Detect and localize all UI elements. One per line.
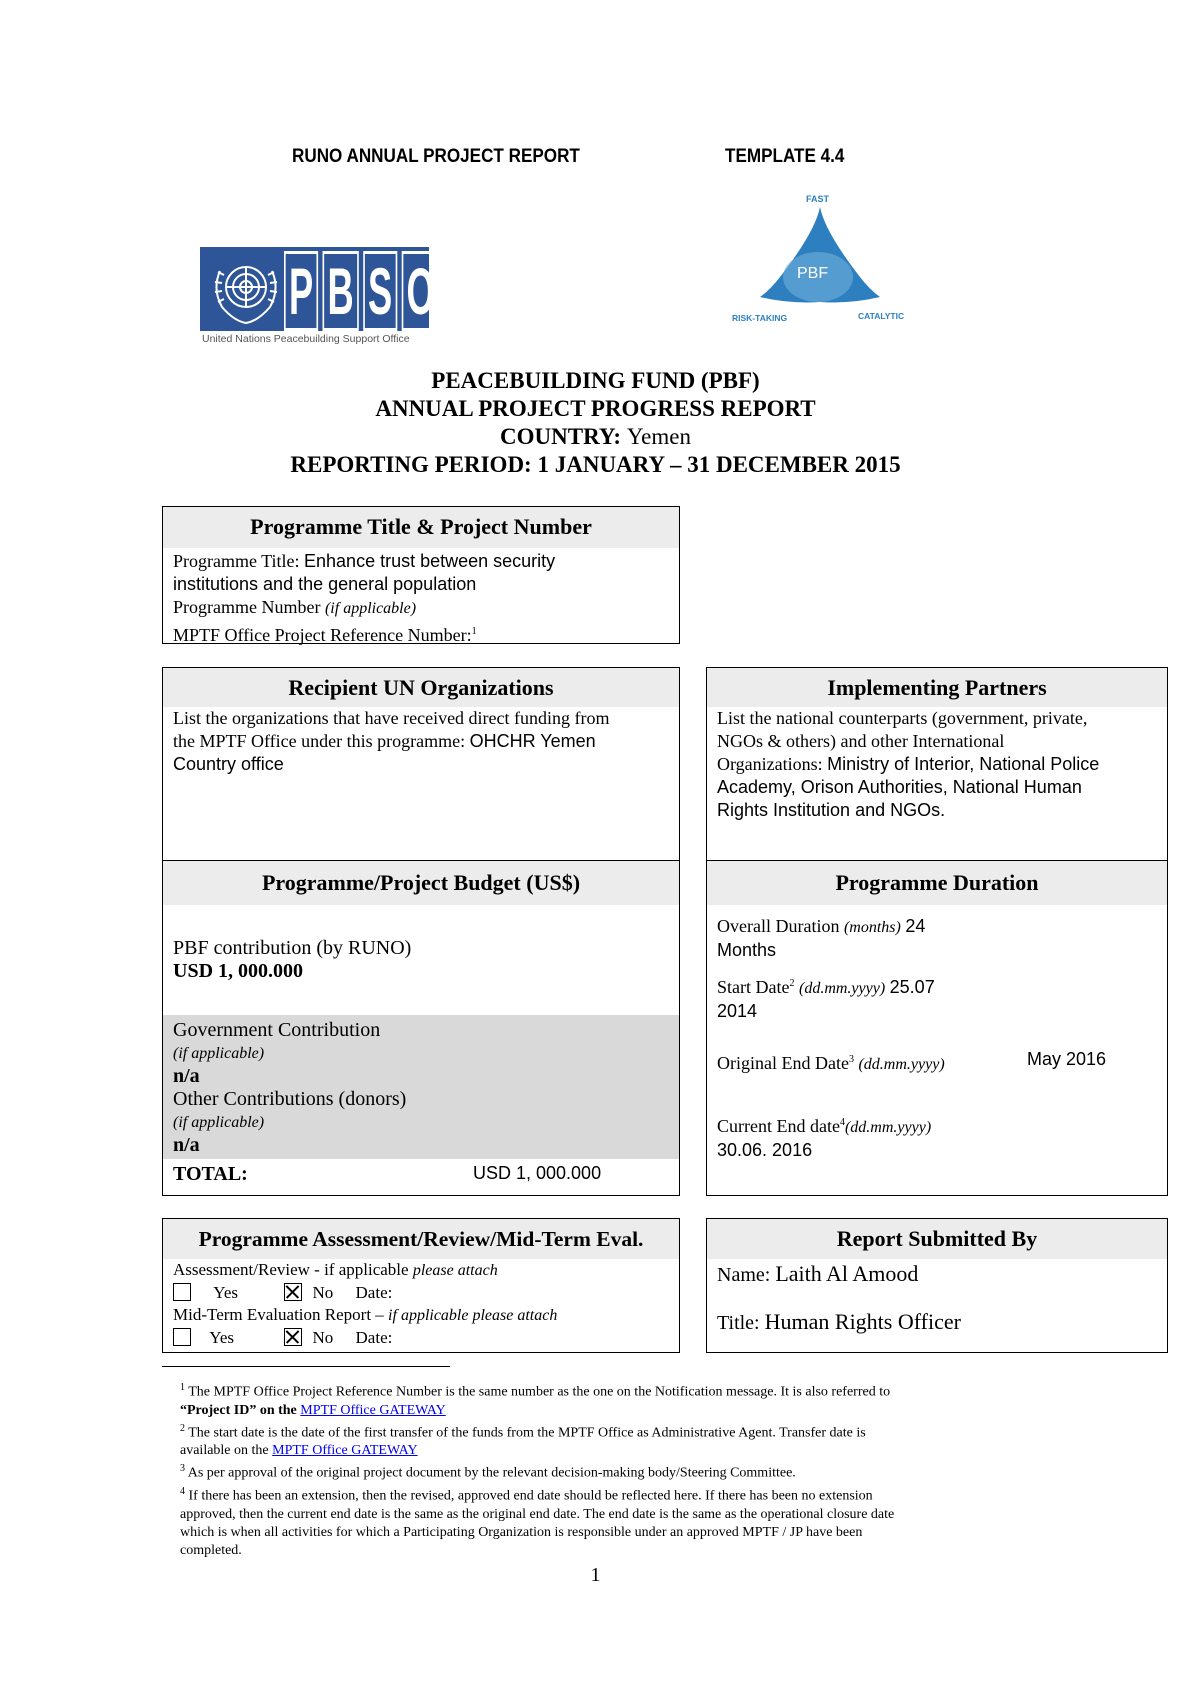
pbf-logo-center: PBF (797, 265, 829, 282)
current-end-row (717, 1111, 1157, 1139)
title-country (0, 424, 1191, 450)
footnote-4 (180, 1483, 1170, 1506)
footnote-1-cont (180, 1402, 1170, 1420)
no-label: No (312, 1328, 334, 1347)
submitter-name-label: Name: (717, 1264, 771, 1286)
recipient-row (173, 730, 669, 753)
mptf-ref-row (173, 620, 669, 647)
partners-box (706, 667, 1168, 861)
footnote-1 (180, 1379, 1170, 1402)
midterm-row (173, 1304, 669, 1327)
gov-contribution-value: n/a (173, 1065, 200, 1087)
footnote-4-line3: which is when all activities for which a Participating Organization is responsible under an approved MPTF / JP have been (180, 1524, 863, 1540)
country-label: COUNTRY: (500, 424, 622, 449)
partners-value-2: Academy, Orison Authorities, National Human (717, 777, 1082, 797)
title-fund: PEACEBUILDING FUND (PBF) (431, 368, 760, 393)
footnote-text: “Project ID” on the (180, 1402, 297, 1418)
pbf-logo-left: RISK-TAKING (732, 313, 788, 323)
current-end-value: 30.06. 2016 (717, 1140, 813, 1160)
footnote-text: The MPTF Office Project Reference Number is the same number as the one on the Notification message. It is also referred to (188, 1384, 891, 1400)
footnote-text: The start date is the date of the first transfer of the funds from the MPTF Office as Administrative Agent. Transfer date is (188, 1425, 866, 1441)
other-contribution-label: Other Contributions (donors) (173, 1088, 407, 1110)
footnote-separator (162, 1366, 450, 1367)
review-label: Assessment/Review - if applicable (173, 1260, 409, 1279)
mptf-gateway-link[interactable]: MPTF Office GATEWAY (272, 1443, 418, 1459)
page-number: 1 (590, 1564, 601, 1586)
programme-number-label: Programme Number (173, 597, 321, 617)
partners-text-1: List the national counterparts (government, private, (717, 708, 1088, 728)
submitted-box (706, 1218, 1168, 1353)
submitter-title-row (717, 1309, 1157, 1335)
un-emblem-icon (206, 249, 286, 329)
review-options (173, 1282, 669, 1304)
midterm-label: Mid-Term Evaluation Report – (173, 1305, 384, 1324)
other-contribution-note: (if applicable) (173, 1114, 265, 1131)
partners-value-3: Rights Institution and NGOs. (717, 800, 946, 820)
partners-heading: Implementing Partners (707, 668, 1167, 707)
mptf-ref-label: MPTF Office Project Reference Number: (173, 625, 472, 645)
programme-title-value-2: institutions and the general population (173, 574, 477, 594)
yes-label: Yes (209, 1328, 234, 1347)
title-report: ANNUAL PROJECT PROGRESS REPORT (375, 396, 816, 421)
review-row (173, 1259, 669, 1282)
original-end-value: May 2016 (1027, 1049, 1107, 1069)
overall-duration-label: Overall Duration (717, 916, 840, 936)
footnote-text: available on the (180, 1443, 269, 1459)
submitter-title-label: Title: (717, 1312, 760, 1334)
pbf-logo-right: CATALYTIC (858, 311, 905, 321)
overall-duration-row (717, 915, 1157, 939)
recipient-value-2: Country office (173, 754, 284, 774)
overall-duration-unit: Months (717, 940, 777, 960)
duration-heading: Programme Duration (707, 861, 1167, 905)
gov-contribution-note: (if applicable) (173, 1045, 265, 1062)
footnote-number: 2 (180, 1422, 185, 1434)
footnote-text: If there has been an extension, then the revised, approved end date should be reflected here. If there has been no extension (188, 1488, 873, 1504)
current-end-note: (dd.mm.yyyy) (844, 1119, 932, 1136)
submitter-name-row (717, 1261, 1157, 1287)
current-end-label: Current End date (717, 1116, 840, 1136)
partners-value: Ministry of Interior, National Police (827, 754, 1100, 774)
partners-text-2: NGOs & others) and other International (717, 731, 1005, 751)
footnote-number: 1 (180, 1382, 185, 1393)
footnote-number: 3 (180, 1463, 185, 1475)
assessment-heading: Programme Assessment/Review/Mid-Term Eval. (163, 1219, 679, 1259)
start-date-label: Start Date (717, 977, 790, 997)
original-end-row (717, 1048, 1157, 1076)
recipient-text-1: List the organizations that have received direct funding from (173, 708, 610, 728)
footnote-ref: 3 (848, 1054, 854, 1065)
assessment-box (162, 1218, 680, 1353)
pbso-logo (200, 247, 435, 331)
start-date-note: (dd.mm.yyyy) (798, 980, 886, 997)
footnote-4-line2: approved, then the current end date is the same as the original end date. The end date is the same as the operational closure date (180, 1506, 895, 1522)
midterm-options (173, 1327, 669, 1349)
other-contribution-value: n/a (173, 1134, 200, 1156)
footnote-number: 4 (180, 1485, 185, 1497)
partners-text-3: Organizations: (717, 754, 823, 774)
programme-title-row (173, 550, 669, 573)
pbso-letter: O (402, 251, 440, 331)
pbf-contribution-label: PBF contribution (by RUNO) (173, 937, 412, 959)
programme-title-box (162, 506, 680, 644)
footnote-2-cont (180, 1442, 1170, 1460)
programme-title-heading: Programme Title & Project Number (163, 507, 679, 548)
footnote-4-line4: completed. (180, 1542, 242, 1558)
footnote-3 (180, 1460, 1170, 1483)
pbso-letter: B (323, 251, 359, 331)
footnotes (180, 1379, 1170, 1560)
footnote-ref: 2 (789, 978, 795, 989)
start-date-year: 2014 (717, 1001, 758, 1021)
submitted-heading: Report Submitted By (707, 1219, 1167, 1259)
start-date-value: 25.07 (889, 977, 935, 997)
pbf-logo-top: FAST (806, 194, 830, 204)
start-date-row (717, 972, 1157, 1000)
mptf-gateway-link[interactable]: MPTF Office GATEWAY (300, 1402, 446, 1418)
country-value: Yemen (626, 424, 691, 449)
recipient-value: OHCHR Yemen (469, 731, 596, 751)
footnote-text: As per approval of the original project document by the relevant decision-making body/Steering Committee. (187, 1465, 796, 1481)
footnote-ref: 1 (471, 626, 477, 637)
midterm-yes-checkbox[interactable] (173, 1328, 191, 1346)
pbso-letter: P (284, 251, 318, 331)
recipient-box (162, 667, 680, 861)
total-label: TOTAL: (173, 1163, 248, 1185)
footnote-ref: 4 (839, 1117, 845, 1128)
report-header-left: RUNO ANNUAL PROJECT REPORT (292, 146, 580, 167)
report-header-right: TEMPLATE 4.4 (725, 146, 845, 167)
pbso-letter: S (363, 251, 397, 331)
title-period: REPORTING PERIOD: 1 JANUARY – 31 DECEMBER 2015 (290, 452, 901, 477)
midterm-no-checkbox[interactable] (284, 1328, 302, 1346)
overall-duration-value: 24 (905, 916, 926, 936)
no-label: No (312, 1283, 334, 1302)
yes-label: Yes (213, 1283, 238, 1302)
original-end-note: (dd.mm.yyyy) (858, 1056, 945, 1073)
date-label: Date: (355, 1283, 393, 1302)
review-note: please attach (412, 1262, 498, 1279)
budget-heading: Programme/Project Budget (US$) (163, 861, 679, 905)
total-value: USD 1, 000.000 (473, 1163, 602, 1183)
recipient-heading: Recipient UN Organizations (163, 668, 679, 707)
date-label: Date: (355, 1328, 393, 1347)
partners-row (717, 753, 1157, 776)
programme-title-value: Enhance trust between security (304, 551, 556, 571)
duration-box (706, 860, 1168, 1196)
programme-title-label: Programme Title: (173, 551, 300, 571)
midterm-note: if applicable please attach (388, 1307, 558, 1324)
review-yes-checkbox[interactable] (173, 1283, 191, 1301)
recipient-text-2: the MPTF Office under this programme: (173, 731, 466, 751)
programme-number-row (173, 596, 669, 620)
submitter-name-value: Laith Al Amood (775, 1261, 919, 1286)
footnote-2 (180, 1420, 1170, 1443)
pbso-logo-subtitle: United Nations Peacebuilding Support Office (202, 333, 410, 345)
overall-duration-note: (months) (843, 919, 901, 936)
submitter-title-value: Human Rights Officer (764, 1309, 961, 1334)
gov-contribution-label: Government Contribution (173, 1019, 381, 1041)
programme-number-note: (if applicable) (324, 600, 417, 617)
original-end-label: Original End Date (717, 1053, 849, 1073)
pbf-contribution-value: USD 1, 000.000 (173, 960, 304, 982)
review-no-checkbox[interactable] (284, 1283, 302, 1301)
budget-box (162, 860, 680, 1196)
